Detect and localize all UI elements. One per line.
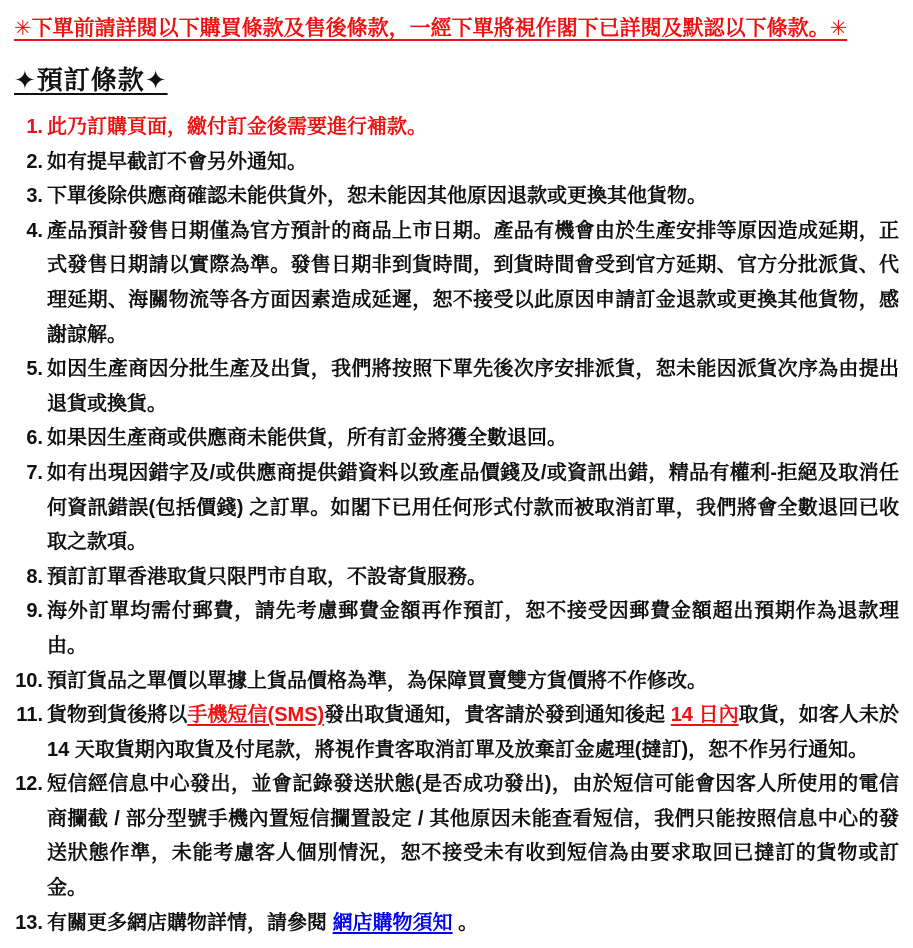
term-text: 14 日內 <box>670 704 739 727</box>
section-title-preorder-terms: ✦預訂條款✦ <box>14 65 168 95</box>
term-item-7 <box>14 456 899 560</box>
term-number: 8. <box>26 565 43 588</box>
term-item-4 <box>14 214 899 352</box>
term-text: 發出取貨通知，貴客請於發到通知後起 <box>324 704 671 727</box>
term-text: 有關更多網店購物詳情，請參閱 <box>47 911 333 934</box>
term-text: 。 <box>452 911 479 934</box>
term-text: 取貨，如客人未於 14 天取貨期內取貨及付尾款，將視作貴客取消訂單及放棄訂金處理(撻訂)，恕不作另行通知。 <box>47 704 899 761</box>
term-text: 如因生產商因分批生產及出貨，我們將按照下單先後次序安排派貨，恕未能因派貨次序為由提出退貨或換貨。 <box>47 358 899 415</box>
term-text: 如有出現因錯字及/或供應商提供錯資料以致產品價錢及/或資訊出錯，精品有權利-拒絕及取消任何資訊錯誤(包括價錢) 之訂單。如閣下已用任何形式付款而被取消訂單，我們將會全數退回已收取之款項。 <box>47 461 899 554</box>
term-number: 12. <box>15 773 43 796</box>
term-number: 4. <box>26 219 43 242</box>
term-item-5 <box>14 352 899 421</box>
term-text: 貨物到貨後將以 <box>47 704 188 727</box>
term-item-9 <box>14 594 899 663</box>
terms-list <box>14 110 899 940</box>
purchase-terms-warning: ✳下單前請詳閱以下購買條款及售後條款，一經下單將視作閣下已詳閱及默認以下條款。✳ <box>14 17 848 40</box>
term-number: 2. <box>26 150 43 173</box>
term-item-3 <box>14 179 899 214</box>
term-item-11 <box>14 698 899 767</box>
term-number: 6. <box>26 427 43 450</box>
term-number: 5. <box>26 358 43 381</box>
term-item-12 <box>14 767 899 905</box>
term-text: 如果因生產商或供應商未能供貨，所有訂金將獲全數退回。 <box>47 427 567 450</box>
store-shopping-notice-link[interactable]: 網店購物須知 <box>332 911 453 934</box>
term-text: 短信經信息中心發出，並會記錄發送狀態(是否成功發出)，由於短信可能會因客人所使用的電信商攔截 / 部分型號手機內置短信攔置設定 / 其他原因未能查看短信，我們只能按照信息中心的發送狀態作準，未能考慮客人個別情況，恕不接受未有收到短信為由要求取回已撻訂的貨物或訂金。 <box>47 773 899 900</box>
term-item-2 <box>14 145 899 180</box>
term-item-1 <box>14 110 899 145</box>
term-number: 9. <box>26 600 43 623</box>
term-text: 此乃訂購頁面，繳付訂金後需要進行補款。 <box>47 116 427 138</box>
term-number: 13. <box>15 911 43 934</box>
term-text: 海外訂單均需付郵費，請先考慮郵費金額再作預訂，恕不接受因郵費金額超出預期作為退款理由。 <box>47 600 899 657</box>
term-item-13 <box>14 906 899 941</box>
term-item-8 <box>14 560 899 595</box>
term-text: 預訂貨品之單價以單據上貨品價格為準，為保障買賣雙方貨價將不作修改。 <box>47 669 707 692</box>
term-number: 3. <box>26 185 43 208</box>
term-text: 產品預計發售日期僅為官方預計的商品上市日期。產品有機會由於生產安排等原因造成延期，正式發售日期請以實際為準。發售日期非到貨時間，到貨時間會受到官方延期、官方分批派貨、代理延期、海關物流等各方面因素造成延遲，恕不接受以此原因申請訂金退款或更換其他貨物，感謝諒解。 <box>47 219 899 346</box>
term-number: 1. <box>26 116 43 138</box>
term-text: 如有提早截訂不會另外通知。 <box>47 150 307 173</box>
term-number: 7. <box>26 461 43 484</box>
term-text: 下單後除供應商確認未能供貨外，恕未能因其他原因退款或更換其他貨物。 <box>47 185 707 208</box>
term-text: 手機短信(SMS) <box>187 704 325 727</box>
term-number: 11. <box>16 704 43 727</box>
term-text: 預訂訂單香港取貨只限門市自取，不設寄貨服務。 <box>47 565 487 588</box>
term-item-6 <box>14 421 899 456</box>
term-item-10 <box>14 664 899 699</box>
term-number: 10. <box>15 669 43 692</box>
